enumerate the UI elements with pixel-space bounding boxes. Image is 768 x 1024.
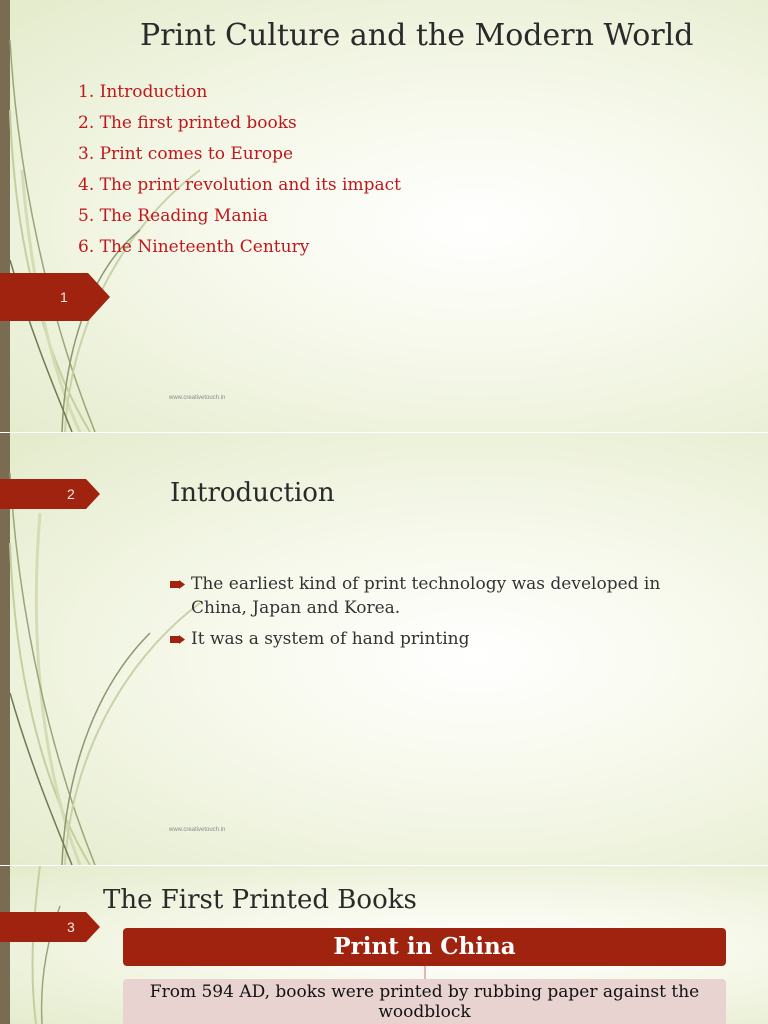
print-in-china-text: From 594 AD, books were printed by rubbing paper against the woodblock bbox=[123, 979, 726, 1024]
slide-1 bbox=[0, 0, 768, 432]
slide-title: Introduction bbox=[170, 478, 335, 508]
agenda-list bbox=[78, 80, 401, 266]
agenda-item: 1. Introduction bbox=[78, 82, 208, 102]
list-item bbox=[170, 627, 700, 651]
print-in-china-header: Print in China bbox=[123, 928, 726, 966]
slide-number: 2 bbox=[67, 486, 75, 502]
slide-2 bbox=[0, 433, 768, 865]
footer-url: www.creativetouch.in bbox=[169, 395, 226, 401]
slide-number-tab bbox=[0, 470, 100, 518]
agenda-item: 2. The first printed books bbox=[78, 113, 297, 133]
slide-title: The First Printed Books bbox=[103, 885, 417, 915]
slide-3 bbox=[0, 866, 768, 1024]
slide-number-tab bbox=[0, 903, 100, 951]
bullet-text: The earliest kind of print technology was developed in China, Japan and Korea. bbox=[191, 574, 661, 618]
slide-title: Print Culture and the Modern World bbox=[140, 18, 694, 53]
slide-number: 3 bbox=[67, 919, 75, 935]
agenda-item: 3. Print comes to Europe bbox=[78, 144, 294, 164]
bullet-list bbox=[170, 572, 700, 658]
list-item bbox=[170, 572, 700, 620]
arrow-bullet-icon bbox=[170, 580, 185, 589]
agenda-item: 6. The Nineteenth Century bbox=[78, 237, 310, 257]
footer-url: www.creativetouch.in bbox=[169, 827, 226, 833]
bullet-text: It was a system of hand printing bbox=[191, 629, 470, 649]
slide-number-tab bbox=[0, 273, 110, 321]
agenda-item: 5. The Reading Mania bbox=[78, 206, 268, 226]
agenda-item: 4. The print revolution and its impact bbox=[78, 175, 401, 195]
slide-number: 1 bbox=[60, 289, 68, 305]
arrow-bullet-icon bbox=[170, 635, 185, 644]
connector-line bbox=[424, 966, 426, 979]
